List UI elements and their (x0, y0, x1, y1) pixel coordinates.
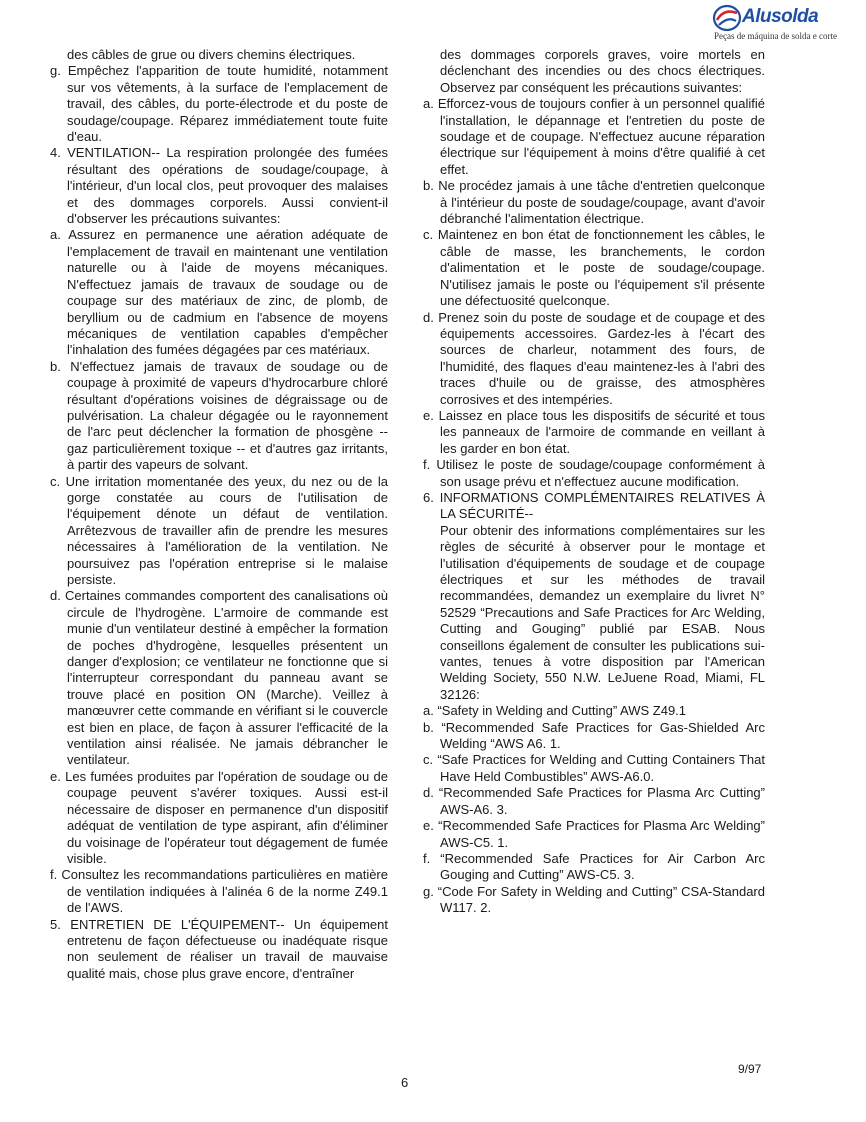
page-number: 6 (401, 1075, 409, 1090)
footer-date: 9/97 (738, 1062, 762, 1076)
section-4-ventilation: 4. VENTILATION-- La respiration prolongée des fumées résultant des opérations de soudage/coupage, à l'intérieur, d'un local clos, peut provoquer des malaises et des dommages corporels. Aussi convient-il d'observer les précautions suivantes: (50, 145, 388, 227)
reference-item: c. “Safe Practices for Welding and Cutting Containers That Have Held Combustibles” AWS-A6.0. (423, 752, 765, 784)
logo-name: Alusolda (742, 6, 819, 27)
paragraph-f-intended-use: f. Utilisez le poste de soudage/coupage conformément à son usage prévu et n'effectuez aucune modification. (423, 457, 765, 489)
reference-item: f. “Recommended Safe Practices for Air Carbon Arc Gouging and Cutting” AWS-C5. 3. (423, 850, 765, 883)
left-column (50, 47, 388, 982)
reference-item: e. “Recommended Safe Practices for Plasma Arc Welding” AWS-C5. 1. (423, 818, 765, 850)
company-logo (708, 2, 837, 46)
paragraph-f-recommendations: f. Consultez les recommandations particulières en matière de ventilation indiquées à l'alinéa 6 de la norme Z49.1 de l'AWS. (50, 867, 388, 916)
paragraph-g-humidity: g. Empêchez l'apparition de toute humidité, notamment sur vos vêtements, à la surface de l'emplacement de travail, des câbles, du porte-électrode et du poste de soudage/coupage. Réparez immédiatement toute fuite d'eau. (50, 63, 388, 145)
paragraph-d-hydrogen: d. Certaines commandes comportent des canalisations où circule de l'hydrogène. L'armoire de commande est munie d'un ventilateur destiné à empêcher la formation de poches d'hydrogène, lesquelles présentent un danger d'explosion; ce ventilateur ne fonctionne que si l'interrupteur correspondant du panneau avant se trouve placé en position ON (Marche). Veillez à manœuvrer cette commande en vérifiant si le couvercle est bien en place, de façon à assurer l'efficacité de la ventilation ainsi réalisée. Ne jamais débrancher le ventilateur. (50, 588, 388, 768)
right-column (423, 47, 765, 917)
section-5-maintenance: 5. ENTRETIEN DE L'ÉQUIPEMENT-- Un équipement entretenu de façon défectueuse ou inadéquate risque non seulement de réaliser un travail de mauvaise qualité mais, chose plus grave encore, d'entraîner (50, 916, 388, 981)
reference-item: d. “Recommended Safe Practices for Plasma Arc Cutting” AWS-A6. 3. (423, 785, 765, 817)
paragraph-b-disconnect-power: b. Ne procédez jamais à une tâche d'entretien quelconque à l'intérieur du poste de soudage/coupage, avant d'avoir débranché l'alimentation électrique. (423, 178, 765, 227)
logo-swirl-icon (712, 4, 742, 32)
paragraph-b-hydrocarbon: b. N'effectuez jamais de travaux de soudage ou de coupage à proximité de vapeurs d'hydrocarbure chloré résultant d'opérations voisines de dégraissage ou de pulvérisation. La chaleur dégagée ou le rayonnement de l'arc peut déclencher la formation de phosgène -- gaz particulièrement toxique -- et d'autres gaz irritants, à partir des vapeurs de solvant. (50, 358, 388, 473)
paragraph-d-care: d. Prenez soin du poste de soudage et de coupage et des équipements accessoires. Gardez-les à l'écart des sources de charleur, notamment des fours, de l'humidité, des flaques d'eau maintenez-les à l'abri des traces d'huile ou de graisse, des atmosphères corrosives et des intempéries. (423, 309, 765, 407)
paragraph-damage-continuation: des dommages corporels graves, voire mortels en déclenchant des incendies ou des chocs électriques. Observez par conséquent les précautions suivantes: (440, 47, 765, 95)
logo-tagline: Peças de máquina de solda e corte (714, 31, 837, 41)
paragraph-e-safety-devices: e. Laissez en place tous les dispositifs de sécurité et tous les panneaux de l'armoire de commande en veillant à les garder en bon état. (423, 407, 765, 456)
section-6-body: Pour obtenir des informations complémentaires sur les règles de sécurité à observer pour le montage et l'utilisation d'équipements de soudage et de coupage électriques et sur les méthodes de travail recommandées, demandez un exemplaire du livret N° 52529 “Precautions and Safe Practices for Arc Welding, Cutting and Gouging” publié par ESAB. Nous conseillons également de consulter les publications sui-vantes, tenues à votre disposition par l'American Welding Society, 550 N.W. LeJuene Road, Miami, FL 32126: (440, 522, 765, 702)
paragraph-c-cables: c. Maintenez en bon état de fonctionnement les câbles, le câble de masse, les branchements, le cordon d'alimentation et le poste de soudage/coupage. N'utilisez jamais le poste ou l'équipement s'il présente une défectuosité quelconque. (423, 227, 765, 309)
reference-item: b. “Recommended Safe Practices for Gas-Shielded Arc Welding “AWS A6. 1. (423, 719, 765, 752)
paragraph-c-irritation: c. Une irritation momentanée des yeux, du nez ou de la gorge constatée au cours de l'utilisation de l'équipement dénote un défaut de ventilation. Arrêtezvous de travailler afin de prendre les mesures nécessaires à l'amélioration de la ventilation. Ne poursuivez pas l'opération entreprise si le malaise persiste. (50, 473, 388, 587)
paragraph-a-qualified-staff: a. Efforcez-vous de toujours confier à un personnel qualifié l'installation, le dépannage et l'entretien du poste de soudage et de coupage. N'effectuez aucune réparation électrique sur l'équipement à moins d'être qualifié à cet effet. (423, 96, 765, 177)
paragraph-a-aeration: a. Assurez en permanence une aération adéquate de l'emplacement de travail en maintenant une ventilation naturelle ou à l'aide de moyens mécaniques. N'effectuez jamais de travaux de soudage ou de coupage sur des matériaux de zinc, de plomb, de beryllium ou de cadmium en l'absence de moyens mécaniques de ventilation capables d'empêcher l'inhalation des fumées dégagées par ces matériaux. (50, 227, 388, 358)
reference-item: a. “Safety in Welding and Cutting” AWS Z49.1 (423, 703, 687, 719)
paragraph-e-fumes: e. Les fumées produites par l'opération de soudage ou de coupage peuvent s'avérer toxiques. Aussi est-il nécessaire de disposer en permanence d'un dispositif adéquat de ventilation de type aspirant, afin d'éliminer du voisinage de l'opérateur tout dégagement de fumée visible. (50, 768, 388, 866)
reference-item: g. “Code For Safety in Welding and Cutting” CSA-Standard W117. 2. (423, 883, 765, 916)
section-6-heading: 6. INFORMATIONS COMPLÉMENTAIRES RELATIVES À LA SÉCURITÉ-- (423, 489, 765, 522)
paragraph-cables-continuation: des câbles de grue ou divers chemins électriques. (67, 47, 356, 62)
